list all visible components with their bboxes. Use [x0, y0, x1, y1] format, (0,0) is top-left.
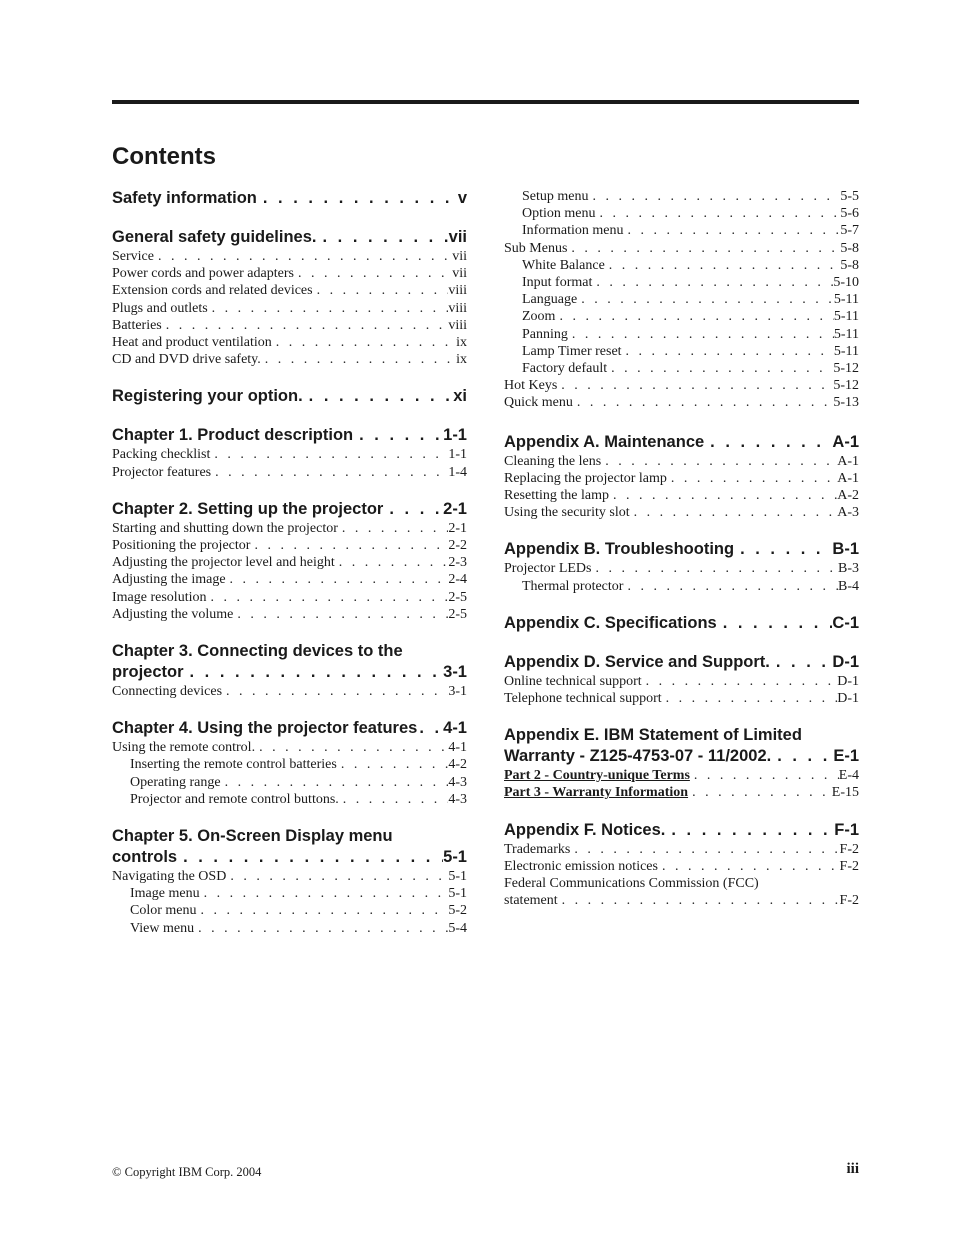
toc-heading-chapter-4[interactable]: [112, 718, 467, 739]
toc-entry-fcc[interactable]: [504, 875, 859, 909]
page-title: Contents: [112, 143, 216, 170]
toc-entry-title: Extension cords and related devices: [112, 283, 313, 299]
toc-entry-title: Color menu: [130, 903, 197, 919]
toc-heading-appendix-a[interactable]: [504, 432, 859, 453]
toc-page-number: 2-5: [448, 606, 467, 622]
toc-heading-registering[interactable]: [112, 386, 467, 407]
toc-left-column: [112, 188, 467, 937]
toc-heading-appendix-c[interactable]: [504, 613, 859, 634]
toc-entry-title: Plugs and outlets: [112, 300, 208, 316]
toc-entry[interactable]: [504, 360, 859, 377]
toc-entry[interactable]: [504, 274, 859, 291]
toc-page-number: B-1: [832, 540, 859, 559]
toc-heading-appendix-b[interactable]: [504, 539, 859, 560]
toc-page-number: 2-1: [448, 520, 467, 536]
toc-entry-title: Resetting the lamp: [504, 488, 609, 504]
toc-entry-title: Panning: [522, 326, 568, 342]
toc-page-number: F-2: [839, 858, 859, 874]
toc-entry[interactable]: [112, 265, 467, 282]
toc-heading-title: Chapter 4. Using the projector features: [112, 719, 418, 738]
toc-page-number: E-1: [833, 747, 859, 766]
toc-heading-title: Chapter 1. Product description: [112, 426, 354, 445]
toc-heading-title: Chapter 5. On-Screen Display menu: [112, 827, 393, 846]
toc-entry-title: Cleaning the lens: [504, 453, 602, 469]
toc-page-number: 2-1: [443, 499, 467, 518]
toc-page-number: F-2: [839, 893, 859, 909]
toc-entry-title: Telephone technical support: [504, 691, 662, 707]
toc-page-number: A-3: [837, 505, 859, 521]
toc-entry-title[interactable]: Part 2 - Country-unique Terms: [504, 768, 690, 784]
toc-page-number: F-2: [839, 841, 859, 857]
toc-page-number: 4-2: [448, 757, 467, 773]
toc-entry-title: Factory default: [522, 361, 608, 377]
toc-page-number: F-1: [834, 820, 859, 839]
toc-entry-title: Language: [522, 292, 578, 308]
toc-entry[interactable]: [504, 504, 859, 521]
toc-page-number: 2-5: [448, 589, 467, 605]
toc-entry[interactable]: [112, 774, 467, 791]
toc-entry[interactable]: [112, 868, 467, 885]
toc-heading-title: Appendix B. Troubleshooting: [504, 540, 735, 559]
toc-heading-title: General safety guidelines.: [112, 228, 317, 246]
toc-entry-title: Electronic emission notices: [504, 858, 658, 874]
toc-heading-title: Appendix A. Maintenance: [504, 432, 705, 451]
toc-heading-chapter-3[interactable]: [112, 641, 467, 683]
toc-entry-title: Adjusting the volume: [112, 606, 234, 622]
toc-page-number: E-15: [831, 785, 859, 801]
toc-entry-link[interactable]: [504, 784, 859, 801]
toc-entry-title: Connecting devices: [112, 684, 223, 700]
toc-entry-title: View menu: [130, 920, 195, 936]
toc-entry-title: Sub Menus: [504, 240, 568, 256]
toc-entry-title: Image resolution: [112, 589, 207, 605]
toc-entry[interactable]: [504, 377, 859, 394]
toc-entry[interactable]: [112, 589, 467, 606]
toc-entry-title: Thermal protector: [522, 578, 624, 594]
toc-page-number: 5-11: [833, 292, 859, 308]
toc-entry-title: Service: [112, 249, 154, 264]
toc-entry[interactable]: [504, 291, 859, 308]
toc-page-number: A-1: [832, 432, 859, 451]
toc-entry-title: Inserting the remote control batteries: [130, 757, 337, 773]
toc-heading-title: Appendix D. Service and Support.: [504, 652, 770, 671]
toc-entry[interactable]: [112, 334, 467, 351]
toc-page-number: vii: [452, 249, 467, 264]
toc-entry[interactable]: [504, 205, 859, 222]
toc-entry[interactable]: [504, 257, 859, 274]
toc-page-number: 5-11: [833, 326, 859, 342]
toc-entry[interactable]: [504, 690, 859, 707]
toc-page-number: 5-1: [448, 886, 467, 902]
toc-entry[interactable]: [112, 756, 467, 773]
toc-entry[interactable]: [504, 487, 859, 504]
toc-entry-title: Projector LEDs: [504, 561, 592, 577]
toc-heading-title: Appendix E. IBM Statement of Limited: [504, 726, 802, 745]
toc-page-number: A-1: [837, 453, 859, 469]
toc-heading-title-cont: Warranty - Z125-4753-07 - 11/2002.: [504, 747, 772, 766]
toc-entry-title: Information menu: [522, 223, 624, 239]
toc-page-number: 4-1: [443, 719, 467, 738]
toc-entry-title: Starting and shutting down the projector: [112, 520, 338, 536]
toc-page-number: ix: [456, 335, 467, 351]
toc-page-number: 1-1: [443, 426, 467, 445]
toc-entry-link[interactable]: [504, 767, 859, 784]
toc-entry[interactable]: [112, 248, 467, 265]
toc-page-number: 5-11: [833, 309, 859, 325]
toc-entry-title: Using the security slot: [504, 505, 630, 521]
toc-page-number: 5-8: [840, 240, 859, 256]
toc-page-number: 4-3: [448, 791, 467, 807]
toc-entry[interactable]: [504, 308, 859, 325]
toc-page-number: 5-7: [840, 223, 859, 239]
toc-entry[interactable]: [112, 606, 467, 623]
toc-heading-chapter-5[interactable]: [112, 826, 467, 868]
toc-page-number: vii: [448, 228, 467, 246]
toc-entry[interactable]: [504, 188, 859, 205]
toc-entry[interactable]: [504, 841, 859, 858]
toc-entry-title: Using the remote control.: [112, 740, 256, 756]
toc-page-number: 1-4: [448, 464, 467, 480]
toc-entry[interactable]: [112, 554, 467, 571]
toc-page-number: 2-2: [448, 538, 467, 554]
toc-entry-title: Quick menu: [504, 395, 573, 411]
toc-page-number: viii: [448, 300, 467, 316]
toc-entry[interactable]: [504, 858, 859, 875]
toc-entry-title: Adjusting the image: [112, 572, 226, 588]
page-number: iii: [846, 1161, 859, 1177]
toc-page-number: E-4: [838, 768, 859, 784]
toc-page-number: 2-3: [448, 555, 467, 571]
toc-entry[interactable]: [504, 343, 859, 360]
toc-entry[interactable]: [112, 683, 467, 700]
toc-heading-title-cont: projector: [112, 663, 184, 682]
toc-page-number: A-1: [837, 470, 859, 486]
toc-entry[interactable]: [112, 446, 467, 463]
toc-entry[interactable]: [112, 920, 467, 937]
toc-page-number: 5-1: [443, 848, 467, 867]
toc-page-number: C-1: [832, 613, 859, 632]
toc-page-number: 3-1: [448, 684, 467, 700]
copyright-notice: © Copyright IBM Corp. 2004: [112, 1165, 262, 1179]
toc-entry-title: Navigating the OSD: [112, 869, 227, 885]
toc-entry-title-cont: statement: [504, 893, 558, 909]
toc-entry-title[interactable]: Part 3 - Warranty Information: [504, 785, 689, 801]
toc-page-number: 5-13: [833, 395, 859, 411]
toc-entry[interactable]: [112, 537, 467, 554]
toc-entry[interactable]: [504, 560, 859, 577]
toc-page-number: 4-3: [448, 774, 467, 790]
toc-entry-title: Batteries: [112, 317, 162, 333]
toc-entry[interactable]: [112, 739, 467, 756]
toc-page-number: 1-1: [448, 447, 467, 463]
toc-entry-title: White Balance: [522, 257, 605, 273]
toc-right-column: [504, 188, 859, 909]
toc-page-number: 5-4: [448, 920, 467, 936]
toc-page-number: 5-1: [448, 869, 467, 885]
toc-page-number: xi: [453, 387, 467, 406]
toc-page-number: 3-1: [443, 663, 467, 682]
toc-entry-title: Zoom: [522, 309, 556, 325]
toc-entry-title: Packing checklist: [112, 447, 211, 463]
toc-page-number: 5-10: [833, 275, 859, 291]
toc-page-number: viii: [448, 283, 467, 299]
toc-page-number: D-1: [837, 673, 859, 689]
toc-entry[interactable]: [112, 902, 467, 919]
toc-page-number: 5-11: [833, 343, 859, 359]
toc-entry-title: Positioning the projector: [112, 538, 251, 554]
toc-entry-title: Operating range: [130, 774, 221, 790]
toc-page-number: 5-12: [833, 378, 859, 394]
header-rule: [112, 100, 859, 104]
toc-entry[interactable]: [112, 571, 467, 588]
toc-heading-appendix-e[interactable]: [504, 725, 859, 767]
toc-entry-title: Setup menu: [522, 189, 589, 204]
toc-entry[interactable]: [112, 520, 467, 537]
toc-heading-title: Appendix F. Notices.: [504, 820, 666, 839]
toc-page-number: vii: [452, 266, 467, 282]
toc-page-number: D-1: [837, 691, 859, 707]
toc-page-number: ix: [456, 352, 467, 368]
toc-entry[interactable]: [112, 351, 467, 368]
toc-entry-title: Lamp Timer reset: [522, 343, 622, 359]
toc-page-number: B-4: [838, 578, 859, 594]
toc-entry-title: Trademarks: [504, 841, 571, 857]
toc-entry-title: Input format: [522, 275, 593, 291]
toc-entry[interactable]: [504, 240, 859, 257]
toc-heading-title: Chapter 2. Setting up the projector: [112, 499, 384, 518]
toc-entry[interactable]: [112, 464, 467, 481]
toc-heading-chapter-2[interactable]: [112, 499, 467, 520]
toc-entry-title: Replacing the projector lamp: [504, 470, 667, 486]
toc-entry-title: Adjusting the projector level and height: [112, 555, 335, 571]
toc-entry-title: Federal Communications Commission (FCC): [504, 876, 759, 892]
toc-heading-title: Registering your option.: [112, 387, 303, 406]
toc-page-number: v: [457, 189, 467, 207]
toc-entry[interactable]: [504, 470, 859, 487]
toc-entry-title: Online technical support: [504, 673, 642, 689]
toc-page-number: 5-5: [840, 189, 859, 204]
toc-page-number: 4-1: [448, 740, 467, 756]
toc-entry[interactable]: [504, 222, 859, 239]
toc-entry[interactable]: [504, 673, 859, 690]
toc-page-number: 5-2: [448, 903, 467, 919]
toc-heading-appendix-f[interactable]: [504, 820, 859, 841]
toc-heading-chapter-1[interactable]: [112, 425, 467, 446]
toc-page-number: 5-6: [840, 206, 859, 222]
toc-heading-appendix-d[interactable]: [504, 652, 859, 673]
toc-heading-general-safety[interactable]: [112, 227, 467, 248]
toc-entry[interactable]: [504, 326, 859, 343]
toc-heading-title: Chapter 3. Connecting devices to the: [112, 642, 403, 661]
toc-entry[interactable]: [112, 791, 467, 808]
toc-entry-title: Image menu: [130, 886, 200, 902]
toc-heading-safety[interactable]: [112, 188, 467, 209]
toc-entry[interactable]: [504, 453, 859, 470]
toc-heading-title: Safety information: [112, 189, 257, 207]
toc-page-number: 5-8: [840, 257, 859, 273]
toc-entry-title: Projector and remote control buttons.: [130, 791, 339, 807]
toc-entry[interactable]: [112, 282, 467, 299]
toc-entry[interactable]: [112, 317, 467, 334]
toc-entry-title: Projector features: [112, 464, 212, 480]
toc-entry[interactable]: [112, 300, 467, 317]
toc-entry-title: Heat and product ventilation: [112, 335, 272, 351]
toc-page-number: 5-12: [833, 361, 859, 377]
toc-entry-title: Power cords and power adapters: [112, 266, 294, 282]
toc-heading-title: Appendix C. Specifications: [504, 613, 717, 632]
toc-page-number: viii: [448, 317, 467, 333]
toc-page-number: D-1: [832, 652, 859, 671]
toc-entry[interactable]: [112, 885, 467, 902]
toc-page-number: A-2: [837, 488, 859, 504]
toc-heading-title-cont: controls: [112, 848, 178, 867]
toc-page-number: 2-4: [448, 572, 467, 588]
toc-entry-title: CD and DVD drive safety.: [112, 352, 261, 368]
toc-entry-title: Option menu: [522, 206, 596, 222]
toc-entry-title: Hot Keys: [504, 378, 558, 394]
toc-entry[interactable]: [504, 578, 859, 595]
toc-page-number: B-3: [838, 561, 859, 577]
toc-entry[interactable]: [504, 394, 859, 411]
